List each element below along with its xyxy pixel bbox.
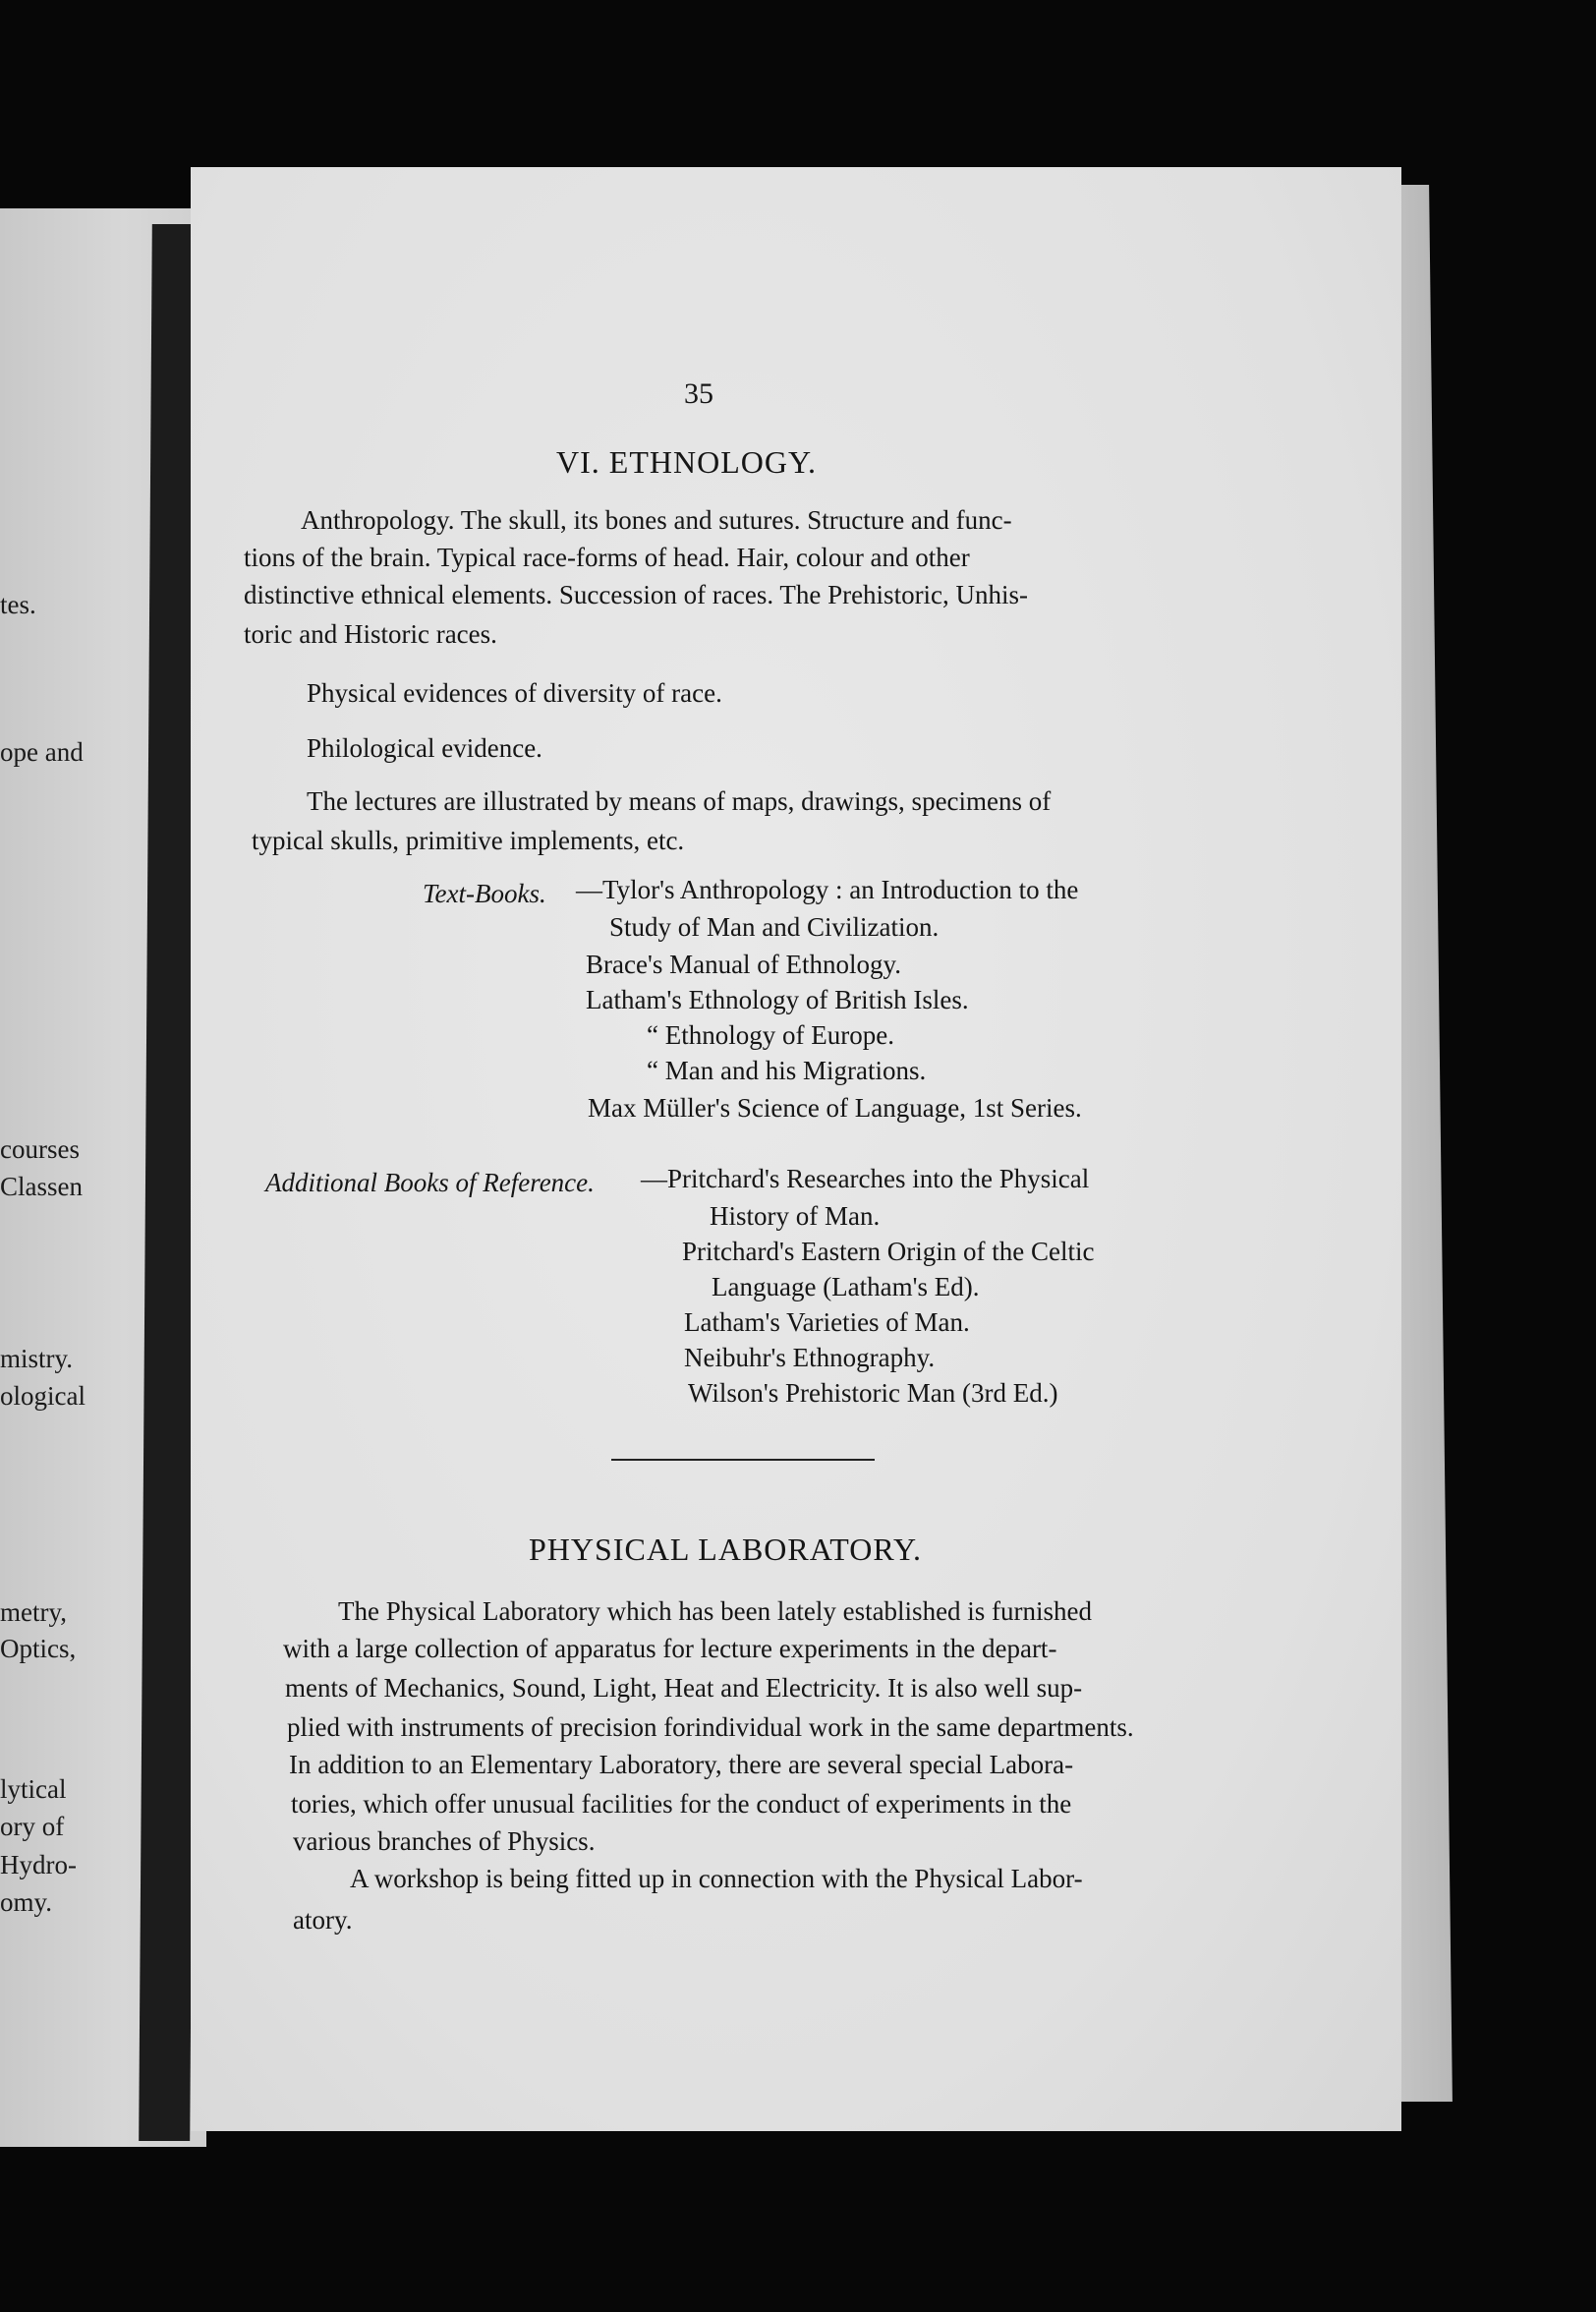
ethnology-heading: VI. ETHNOLOGY. [556, 444, 817, 480]
paragraph-line: with a large collection of apparatus for lecture experiments in the depart- [283, 1634, 1057, 1663]
reference-entry: —Pritchard's Researches into the Physical [641, 1164, 1090, 1193]
left-fragment: ological [0, 1381, 86, 1411]
textbook-entry: —Tylor's Anthropology : an Introduction to the [576, 875, 1079, 904]
left-fragment: Hydro- [0, 1850, 77, 1879]
left-fragment: ory of [0, 1812, 65, 1841]
reference-entry: History of Man. [710, 1201, 881, 1231]
paragraph-line: tories, which offer unusual facilities for the conduct of experiments in the [291, 1789, 1072, 1819]
left-fragment: tes. [0, 590, 36, 619]
references-label: Additional Books of Reference. [265, 1168, 595, 1197]
left-fragment: Classen [0, 1172, 83, 1201]
reference-entry: Language (Latham's Ed). [712, 1272, 980, 1301]
left-fragment: Optics, [0, 1634, 77, 1663]
reference-entry: Latham's Varieties of Man. [684, 1307, 970, 1337]
paragraph-line: toric and Historic races. [244, 619, 497, 649]
main-page [191, 167, 1401, 2131]
paragraph-line: In addition to an Elementary Laboratory, there are several special Labora- [289, 1750, 1074, 1779]
reference-entry: Wilson's Prehistoric Man (3rd Ed.) [688, 1378, 1058, 1408]
textbook-entry: “ Man and his Migrations. [647, 1056, 927, 1085]
paragraph-line: atory. [293, 1905, 353, 1935]
left-fragment: courses [0, 1134, 80, 1164]
left-fragment: mistry. [0, 1344, 73, 1373]
textbook-entry: Brace's Manual of Ethnology. [586, 950, 902, 979]
textbook-entry: Study of Man and Civilization. [609, 912, 940, 942]
section-divider [611, 1459, 875, 1461]
textbook-entry: Max Müller's Science of Language, 1st Series. [588, 1093, 1082, 1123]
reference-entry: Pritchard's Eastern Origin of the Celtic [682, 1237, 1095, 1266]
paragraph-line: typical skulls, primitive implements, etc. [252, 826, 685, 855]
textbook-entry: “ Ethnology of Europe. [647, 1020, 894, 1050]
left-fragment: lytical [0, 1774, 67, 1804]
page-number: 35 [684, 377, 713, 410]
left-fragment: ope and [0, 737, 84, 767]
paragraph-line: A workshop is being fitted up in connection with the Physical Labor- [350, 1864, 1083, 1893]
paragraph-line: plied with instruments of precision forindividual work in the same departments. [287, 1712, 1134, 1742]
paragraph-line: The lectures are illustrated by means of maps, drawings, specimens of [307, 786, 1052, 816]
paragraph-line: distinctive ethnical elements. Succession of races. The Prehistoric, Unhis- [244, 580, 1029, 609]
paragraph-line: The Physical Laboratory which has been lately established is furnished [338, 1596, 1093, 1626]
left-fragment: metry, [0, 1597, 67, 1627]
paragraph-line: Anthropology. The skull, its bones and sutures. Structure and func- [301, 505, 1012, 535]
ethnology-paragraph-3: Philological evidence. [307, 733, 542, 763]
paragraph-line: tions of the brain. Typical race-forms of head. Hair, colour and other [244, 543, 970, 572]
textbooks-label: Text-Books. [423, 879, 546, 908]
textbook-entry: Latham's Ethnology of British Isles. [586, 985, 969, 1014]
paragraph-line: ments of Mechanics, Sound, Light, Heat and Electricity. It is also well sup- [285, 1673, 1083, 1703]
ethnology-paragraph-2: Physical evidences of diversity of race. [307, 678, 722, 708]
reference-entry: Neibuhr's Ethnography. [684, 1343, 936, 1372]
paragraph-line: various branches of Physics. [293, 1826, 596, 1856]
physical-laboratory-heading: PHYSICAL LABORATORY. [529, 1532, 922, 1567]
left-fragment: omy. [0, 1887, 52, 1917]
